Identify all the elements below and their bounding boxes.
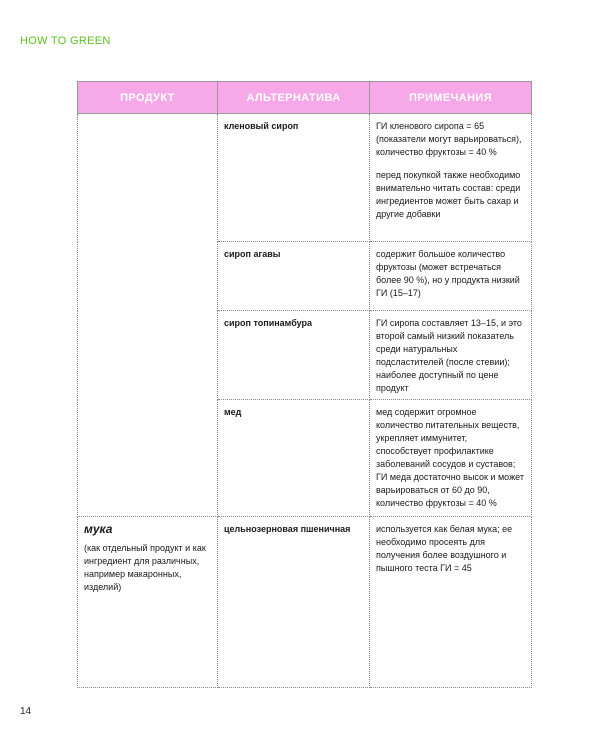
note-text: мед содержит огромное количество питательных веществ, укрепляет иммунитет, способствует профилактике заболеваний сосудов и суставов; ГИ меда достаточно высок и может варьироваться от 60 до 90, количество фруктозы = 40 %	[376, 407, 524, 508]
header-alternative: АЛЬТЕРНАТИВА	[218, 82, 370, 114]
table-row	[78, 114, 532, 242]
table-row	[78, 517, 532, 688]
product-name: мука	[84, 522, 113, 536]
notes-cell	[370, 242, 532, 311]
notes-cell	[370, 311, 532, 400]
alternative-cell: сироп агавы	[218, 242, 370, 311]
header-product: ПРОДУКТ	[78, 82, 218, 114]
alternatives-table	[77, 81, 532, 688]
alternative-cell: цельнозерновая пшеничная	[218, 517, 370, 688]
note-text: используется как белая мука; ее необходимо просеять для получения более воздушного и пышного теста ГИ = 45	[376, 524, 513, 573]
note-text: ГИ сиропа составляет 13–15, и это второй самый низкий показатель среди натуральных подсластителей (после стевии); наиболее доступный по цене продукт	[376, 318, 522, 393]
note-text: перед покупкой также необходимо внимательно читать состав: среди ингредиентов может быть сахар и другие добавки	[376, 170, 521, 219]
product-description: (как отдельный продукт и как ингредиент для различных, например макаронных, изделий)	[84, 543, 206, 592]
running-head: HOW TO GREEN	[20, 35, 111, 47]
notes-cell	[370, 517, 532, 688]
notes-cell	[370, 114, 532, 242]
page-number: 14	[20, 706, 32, 717]
notes-cell	[370, 400, 532, 517]
table-header-row	[78, 82, 532, 114]
product-cell-empty	[78, 114, 218, 517]
alternative-cell: кленовый сироп	[218, 114, 370, 242]
note-text: содержит большое количество фруктозы (может встречаться более 90 %), но у продукта низкий ГИ (15–17)	[376, 249, 520, 298]
header-notes: ПРИМЕЧАНИЯ	[370, 82, 532, 114]
alternative-cell: сироп топинамбура	[218, 311, 370, 400]
alternative-cell: мед	[218, 400, 370, 517]
note-text: ГИ кленового сиропа = 65 (показатели могут варьироваться), количество фруктозы = 40 %	[376, 121, 522, 157]
product-cell	[78, 517, 218, 688]
